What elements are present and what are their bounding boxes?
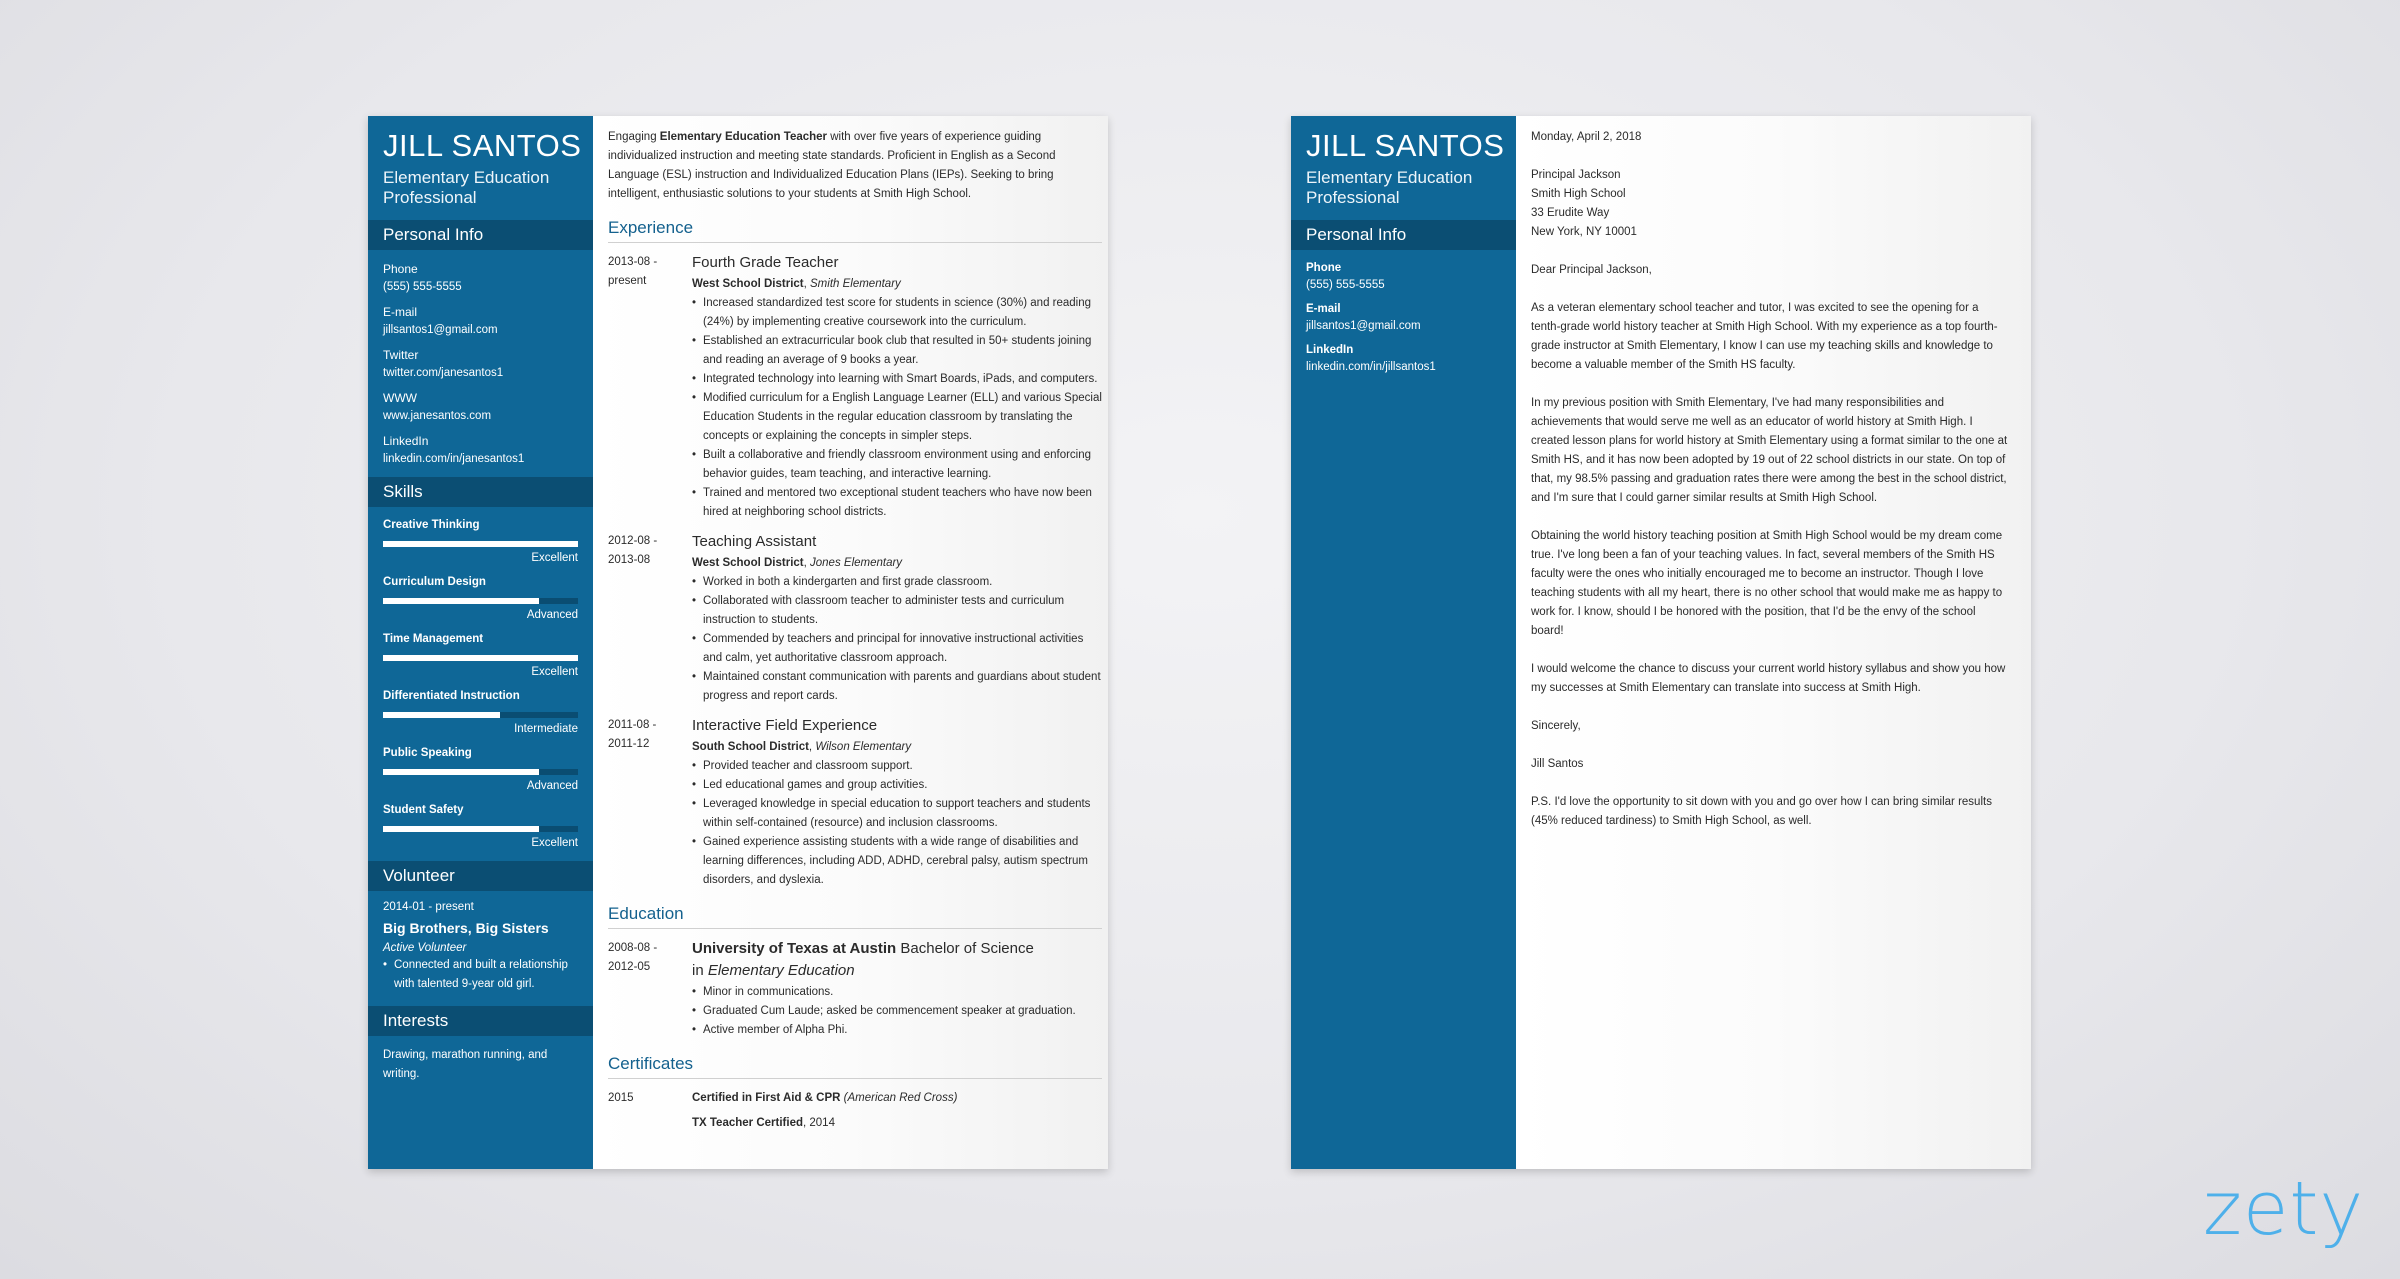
- certificate-1-name: Certified in First Aid & CPR: [692, 1092, 841, 1104]
- summary-text: Engaging: [608, 131, 660, 143]
- job-content: [692, 253, 1102, 522]
- education-bullet: • Minor in communications.: [692, 983, 1102, 1002]
- job-employer: West School District: [692, 278, 804, 290]
- certificates-heading: Certificates: [608, 1054, 1102, 1079]
- skills-list: [368, 519, 593, 849]
- job-entry: [608, 253, 1102, 522]
- certificates-entry: [608, 1089, 1102, 1133]
- zety-logo: zety: [2203, 1166, 2365, 1252]
- letter-signature: Jill Santos: [1531, 758, 1584, 770]
- education-degree: Bachelor of Science: [900, 940, 1034, 957]
- certificates-content: [692, 1089, 1102, 1133]
- address-line: Smith High School: [1531, 188, 1626, 200]
- letter-date: Monday, April 2, 2018: [1531, 131, 1642, 143]
- skill-name: Time Management: [383, 633, 484, 645]
- address-line: Principal Jackson: [1531, 169, 1621, 181]
- resume-personal-info: [368, 262, 593, 465]
- address-line: 33 Erudite Way: [1531, 207, 1610, 219]
- volunteer-bullet: • Connected and built a relationship with talented 9-year old girl.: [383, 956, 578, 994]
- job-entry: [608, 716, 1102, 890]
- interests-text: Drawing, marathon running, and writing.: [383, 1049, 548, 1080]
- letter-title: Elementary Education Professional: [1306, 168, 1473, 207]
- job-content: [692, 532, 1102, 706]
- job-employer-line: West School District, Jones Elementary: [692, 557, 903, 569]
- skill-bar: [383, 712, 578, 718]
- www-label: WWW: [383, 391, 417, 405]
- email-label: E-mail: [383, 305, 418, 319]
- education-date-start: 2008-08 -: [608, 942, 658, 954]
- job-bullet: • Trained and mentored two exceptional student teachers who have now been hired at neighboring school districts.: [692, 484, 1102, 522]
- certificate-1: [692, 1089, 1102, 1108]
- skill-name: Student Safety: [383, 804, 464, 816]
- skill-bar: [383, 826, 578, 832]
- address-line: New York, NY 10001: [1531, 226, 1637, 238]
- job-title: Teaching Assistant: [692, 533, 817, 550]
- job-bullet: • Led educational games and group activities.: [692, 776, 1102, 795]
- skills-heading: Skills: [368, 477, 593, 507]
- www-value: www.janesantos.com: [383, 410, 492, 422]
- letter-paragraph: As a veteran elementary school teacher and tutor, I was excited to see the opening for a tenth-grade world history teacher at Smith High School. With my experience as a top fourth-grade instructor at Smith Elementary, I know I can use my teaching skills and knowledge to become a valuable member of the Smith HS faculty.: [1531, 302, 1998, 371]
- skill-item: [383, 519, 578, 564]
- job-bullet: • Built a collaborative and friendly classroom environment using and enforcing behavior guides, team teaching, and interactive learning.: [692, 446, 1102, 484]
- job-employer: West School District: [692, 557, 804, 569]
- twitter-label: Twitter: [383, 348, 419, 362]
- letter-postscript: P.S. I'd love the opportunity to sit down with you and go over how I can bring similar results (45% reduced tardiness) to Smith High School, as well.: [1531, 796, 1992, 827]
- job-date-end: 2013-08: [608, 554, 651, 566]
- skill-level: Excellent: [531, 837, 578, 849]
- personal-info-heading: Personal Info: [368, 220, 593, 250]
- skill-level: Intermediate: [514, 723, 578, 735]
- skill-bar-fill: [383, 769, 539, 775]
- job-employer-line: South School District, Wilson Elementary: [692, 741, 912, 753]
- skill-item: [383, 804, 578, 849]
- letter-paragraph: In my previous position with Smith Elementary, I've had many responsibilities and achievements that would serve me well as an educator of world history at Smith High. I created lesson plans for world history at Smith Elementary using a format similar to the one at Smith HS, and it has now been adopted by 19 out of 22 school districts in our state. On top of that, my 98.5% passing and graduation rates there were among the best in the school district, and I'm sure that I could garner similar results at Smith High School.: [1531, 397, 2008, 504]
- skill-bar: [383, 541, 578, 547]
- volunteer-role: Active Volunteer: [383, 942, 467, 954]
- skill-bar-fill: [383, 541, 578, 547]
- education-field: Elementary Education: [707, 962, 855, 979]
- resume-sidebar: [368, 116, 593, 1169]
- skill-item: [383, 690, 578, 735]
- education-date-end: 2012-05: [608, 961, 651, 973]
- certificate-1-issuer: (American Red Cross): [843, 1092, 958, 1104]
- job-school: Wilson Elementary: [815, 741, 912, 753]
- interests-heading: Interests: [368, 1006, 593, 1036]
- job-school: Jones Elementary: [810, 557, 903, 569]
- job-bullet: • Collaborated with classroom teacher to administer tests and curriculum instruction to students.: [692, 592, 1102, 630]
- skill-name: Curriculum Design: [383, 576, 486, 588]
- certificate-date: 2015: [608, 1092, 634, 1104]
- job-bullet: • Worked in both a kindergarten and first grade classroom.: [692, 573, 1102, 592]
- skill-item: [383, 747, 578, 792]
- resume-page: [368, 116, 1108, 1169]
- skill-name: Public Speaking: [383, 747, 472, 759]
- experience-heading: Experience: [608, 218, 1102, 243]
- volunteer-org: Big Brothers, Big Sisters: [383, 920, 549, 936]
- skill-level: Advanced: [526, 780, 578, 792]
- resume-title: Elementary Education Professional: [383, 168, 550, 207]
- job-bullet: • Established an extracurricular book club that resulted in 50+ students joining and reading an average of 9 books a year.: [692, 332, 1102, 370]
- education-school: University of Texas at Austin: [692, 940, 897, 957]
- certificate-2: [692, 1114, 1102, 1133]
- letter-closing: Sincerely,: [1531, 720, 1581, 732]
- skill-name: Differentiated Instruction: [383, 690, 520, 702]
- letter-sidebar: [1291, 116, 1516, 1169]
- letter-phone-value: (555) 555-5555: [1306, 279, 1385, 291]
- skill-item: [383, 576, 578, 621]
- skill-bar-fill: [383, 655, 578, 661]
- job-title: Fourth Grade Teacher: [692, 254, 839, 271]
- job-bullet: • Leveraged knowledge in special education to support teachers and students within self-contained (resource) and inclusion classrooms.: [692, 795, 1102, 833]
- letter-body: [1516, 116, 2031, 1169]
- job-date-start: 2012-08 -: [608, 535, 658, 547]
- job-bullet: • Integrated technology into learning with Smart Boards, iPads, and computers.: [692, 370, 1102, 389]
- job-bullet: • Maintained constant communication with parents and guardians about student progress and report cards.: [692, 668, 1102, 706]
- summary-text-rest: with over five years of experience guiding individualized instruction and meeting state standards. Proficient in English as a Second Language (ESL) instruction and Individualized Education Plans (IEPs). Seeking to bring intelligent, enthusiastic solutions to your students at Smith High School.: [608, 131, 1056, 200]
- skill-name: Creative Thinking: [383, 519, 480, 531]
- job-date-start: 2013-08 -: [608, 256, 658, 268]
- education-dates: [608, 939, 692, 1040]
- phone-value: (555) 555-5555: [383, 281, 462, 293]
- letter-paragraph: I would welcome the chance to discuss your current world history syllabus and show you how my successes at Smith Elementary can translate into success at Smith High.: [1531, 663, 2006, 694]
- cover-letter-page: [1291, 116, 2031, 1169]
- job-title: Interactive Field Experience: [692, 717, 878, 734]
- job-dates: [608, 532, 692, 706]
- job-bullet: • Increased standardized test score for students in science (30%) and reading (24%) by implementing creative coursework into the curriculum.: [692, 294, 1102, 332]
- skill-item: [383, 633, 578, 678]
- job-date-start: 2011-08 -: [608, 719, 657, 731]
- job-bullet: • Commended by teachers and principal for innovative instructional activities and calm, yet authoritative classroom approach.: [692, 630, 1102, 668]
- job-date-end: 2011-12: [608, 738, 650, 750]
- letter-email-value: jillsantos1@gmail.com: [1306, 320, 1421, 332]
- job-dates: [608, 253, 692, 522]
- education-bullet: • Graduated Cum Laude; asked be commencement speaker at graduation.: [692, 1002, 1102, 1021]
- education-entry: [608, 939, 1102, 1040]
- letter-phone-label: Phone: [1306, 262, 1342, 274]
- linkedin-label: LinkedIn: [383, 434, 429, 448]
- letter-paragraph: Obtaining the world history teaching position at Smith High School would be my dream come true. I've long been a fan of your teaching values. In fact, several members of the Smith HS faculty were the ones who initially encouraged me to become an instructor. Though I love teaching students with all my heart, there is no other school that would make me as happy to work for. I know, should I be honored with the position, that I'd be the envy of the school board!: [1531, 530, 2003, 637]
- job-bullet: • Provided teacher and classroom support.: [692, 757, 1102, 776]
- volunteer-heading: Volunteer: [368, 861, 593, 891]
- twitter-value: twitter.com/janesantos1: [383, 367, 504, 379]
- skill-bar-fill: [383, 712, 500, 718]
- skill-level: Excellent: [531, 666, 578, 678]
- education-in: in: [692, 962, 708, 979]
- job-bullet: • Gained experience assisting students with a wide range of disabilities and learning differences, including ADD, ADHD, cerebral palsy, autism spectrum disorders, and dyslexia.: [692, 833, 1102, 890]
- skill-bar: [383, 655, 578, 661]
- letter-linkedin-value: linkedin.com/in/jillsantos1: [1306, 361, 1436, 373]
- skill-bar-fill: [383, 826, 539, 832]
- skill-level: Advanced: [526, 609, 578, 621]
- job-employer-line: West School District, Smith Elementary: [692, 278, 901, 290]
- letter-name: JILL SANTOS: [1306, 128, 1505, 163]
- certificate-2-name: TX Teacher Certified: [692, 1117, 803, 1129]
- letter-linkedin-label: LinkedIn: [1306, 344, 1354, 356]
- summary-emphasis: Elementary Education Teacher: [659, 131, 828, 143]
- resume-name: JILL SANTOS: [383, 128, 582, 163]
- skill-bar-fill: [383, 598, 539, 604]
- education-heading: Education: [608, 904, 1102, 929]
- email-value: jillsantos1@gmail.com: [383, 324, 498, 336]
- education-bullet: • Active member of Alpha Phi.: [692, 1021, 1102, 1040]
- job-content: [692, 716, 1102, 890]
- education-school-line: [692, 939, 1102, 958]
- linkedin-value: linkedin.com/in/janesantos1: [383, 453, 525, 465]
- letter-salutation: Dear Principal Jackson,: [1531, 264, 1652, 276]
- certificate-2-year: , 2014: [803, 1117, 835, 1129]
- skill-level: Excellent: [531, 552, 578, 564]
- resume-main: [593, 116, 1108, 1169]
- resume-summary: [608, 128, 1102, 204]
- job-employer: South School District: [692, 741, 809, 753]
- job-bullet: • Modified curriculum for a English Language Learner (ELL) and various Special Education Students in the regular education classroom by translating the concepts or explaining the concepts in simpler steps.: [692, 389, 1102, 446]
- job-date-end: present: [608, 275, 647, 287]
- job-school: Smith Elementary: [810, 278, 901, 290]
- experience-list: [593, 253, 1108, 890]
- education-content: [692, 939, 1102, 1040]
- job-dates: [608, 716, 692, 890]
- volunteer-date: 2014-01 - present: [383, 901, 474, 913]
- skill-bar: [383, 769, 578, 775]
- letter-personal-info-heading: Personal Info: [1291, 220, 1516, 250]
- letter-email-label: E-mail: [1306, 303, 1341, 315]
- skill-bar: [383, 598, 578, 604]
- education-field-line: [692, 961, 1102, 980]
- phone-label: Phone: [383, 262, 418, 276]
- letter-address: [1531, 166, 2011, 242]
- job-entry: [608, 532, 1102, 706]
